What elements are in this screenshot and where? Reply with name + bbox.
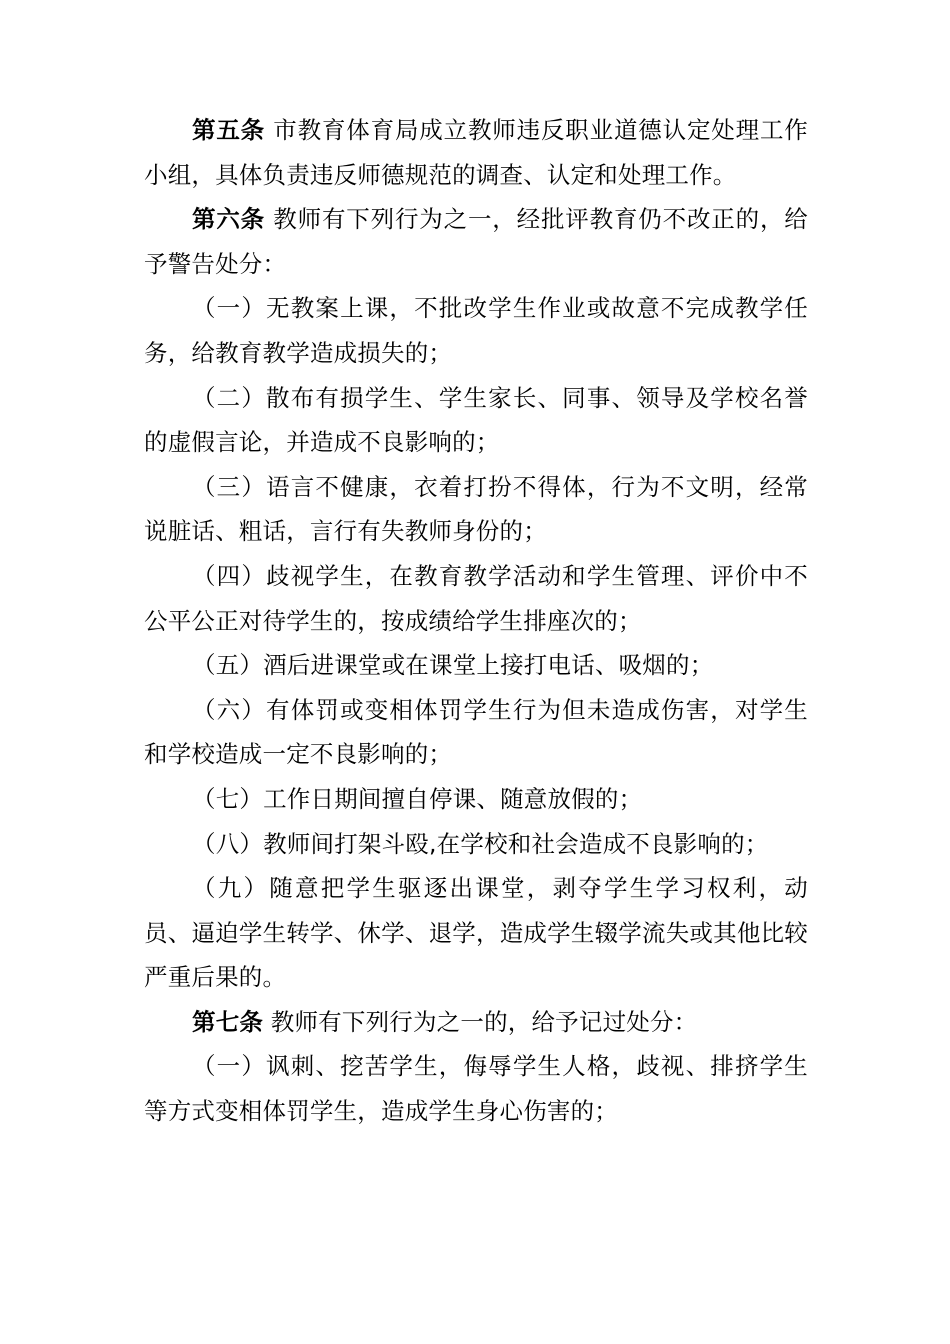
list-item — [144, 643, 808, 688]
list-item — [144, 465, 808, 554]
list-item — [144, 822, 808, 867]
list-item — [144, 286, 808, 375]
paragraph-text: （七）工作日期间擅自停课、随意放假的； — [192, 784, 643, 813]
paragraph-text: （六）有体罚或变相体罚学生行为但未造成伤害，对学生和学校造成一定不良影响的； — [144, 695, 808, 769]
list-item — [144, 376, 808, 465]
article-label: 第六条 — [192, 205, 265, 234]
paragraph-article-6 — [144, 197, 808, 286]
list-item — [144, 777, 808, 822]
list-item — [144, 1044, 808, 1133]
paragraph-text: （一）无教案上课，不批改学生作业或故意不完成教学任务，给教育教学造成损失的； — [144, 294, 808, 367]
article-label: 第五条 — [192, 116, 265, 144]
paragraph-text: （四）歧视学生，在教育教学活动和学生管理、评价中不公平公正对待学生的，按成绩给学生排座次的； — [144, 561, 808, 635]
list-item — [144, 554, 808, 643]
paragraph-article-5 — [144, 108, 808, 197]
document-body — [144, 108, 808, 1134]
paragraph-text: （八）教师间打架斗殴,在学校和社会造成不良影响的； — [192, 829, 769, 858]
paragraph-text: （二）散布有损学生、学生家长、同事、领导及学校名誉的虚假言论，并造成不良影响的； — [144, 383, 808, 457]
paragraph-text: 市教育体育局成立教师违反职业道德认定处理工作小组，具体负责违反师德规范的调查、认定和处理工作。 — [144, 116, 808, 189]
paragraph-text: （一）讽刺、挖苦学生，侮辱学生人格，歧视、排挤学生等方式变相体罚学生，造成学生身心伤害的； — [144, 1052, 808, 1126]
paragraph-text: （九）随意把学生驱逐出课堂，剥夺学生学习权利，动员、逼迫学生转学、休学、退学，造成学生辍学流失或其他比较严重后果的。 — [144, 874, 808, 992]
paragraph-article-7 — [144, 1000, 808, 1045]
paragraph-text: （五）酒后进课堂或在课堂上接打电话、吸烟的； — [192, 651, 714, 680]
paragraph-text: 教师有下列行为之一的，给予记过处分： — [263, 1007, 698, 1036]
paragraph-text: 教师有下列行为之一，经批评教育仍不改正的，给予警告处分： — [144, 205, 808, 278]
paragraph-text: （三）语言不健康，衣着打扮不得体，行为不文明，经常说脏话、粗话，言行有失教师身份的； — [144, 472, 808, 546]
list-item — [144, 688, 808, 777]
list-item — [144, 866, 808, 1000]
article-label: 第七条 — [192, 1007, 264, 1036]
